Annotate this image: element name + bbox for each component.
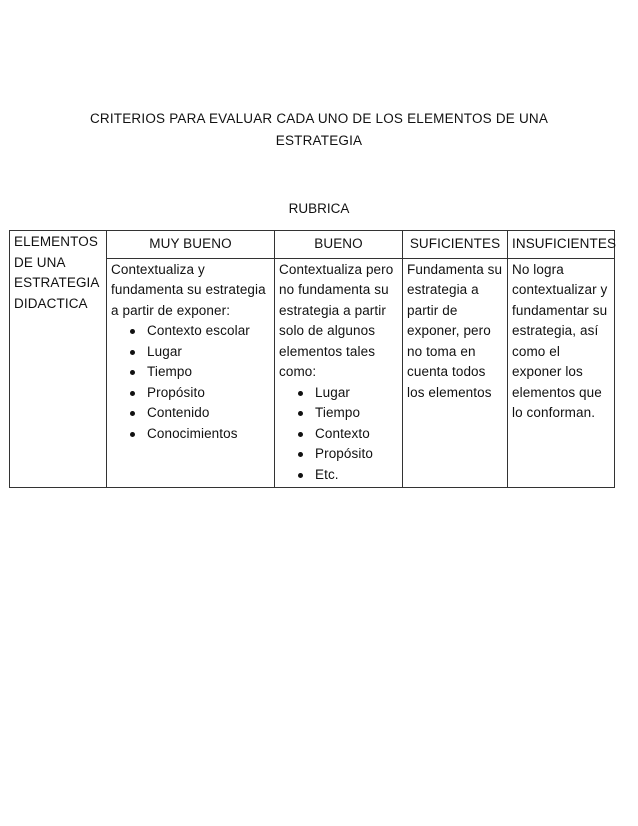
header-bueno: BUENO xyxy=(275,231,403,259)
cell-suficientes: Fundamenta su estrategia a partir de exponer, pero no toma en cuenta todos los elementos xyxy=(403,258,508,488)
bueno-list xyxy=(279,383,398,486)
list-item: Contenido xyxy=(147,403,270,424)
list-item: Lugar xyxy=(147,342,270,363)
cell-muy-bueno-text: Contextualiza y fundamenta su estrategia a partir de exponer: xyxy=(111,261,266,318)
cell-muy-bueno xyxy=(107,258,275,488)
cell-insuficientes: No logra contextualizar y fundamentar su estrategia, así como el exponer los elementos que lo conforman. xyxy=(508,258,615,488)
list-item: Tiempo xyxy=(315,403,398,424)
document-title: CRITERIOS PARA EVALUAR CADA UNO DE LOS ELEMENTOS DE UNA ESTRATEGIA xyxy=(89,111,549,148)
list-item: Propósito xyxy=(315,444,398,465)
list-item: Conocimientos xyxy=(147,424,270,445)
cell-bueno xyxy=(275,258,403,488)
list-item: Propósito xyxy=(147,383,270,404)
table-header-row xyxy=(10,231,615,259)
list-item: Lugar xyxy=(315,383,398,404)
list-item: Etc. xyxy=(315,465,398,486)
rubric-table xyxy=(9,230,615,488)
document-subtitle: RUBRICA xyxy=(288,201,350,216)
list-item: Contexto xyxy=(315,424,398,445)
list-item: Tiempo xyxy=(147,362,270,383)
header-muy-bueno: MUY BUENO xyxy=(107,231,275,259)
header-elements: ELEMENTOS DE UNA ESTRATEGIA DIDACTICA xyxy=(10,231,107,488)
muy-bueno-list xyxy=(111,321,270,444)
cell-bueno-text: Contextualiza pero no fundamenta su estrategia a partir solo de algunos elementos tales como: xyxy=(279,261,394,379)
list-item: Contexto escolar xyxy=(147,321,270,342)
header-insuficientes: INSUFICIENTES xyxy=(508,231,615,259)
header-suficientes: SUFICIENTES xyxy=(403,231,508,259)
